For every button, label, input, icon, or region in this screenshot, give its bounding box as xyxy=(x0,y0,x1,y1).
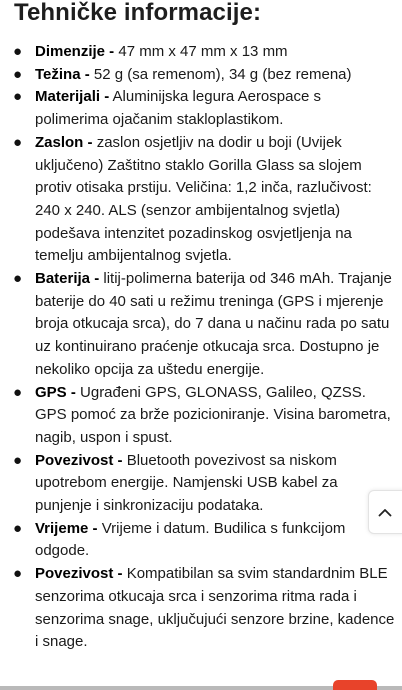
scroll-to-top-button[interactable] xyxy=(368,490,402,534)
bullet-icon: ● xyxy=(13,270,23,288)
bullet-icon: ● xyxy=(13,133,23,151)
spec-text: zaslon osjetljiv na dodir u boji (Uvijek uključeno) Zaštitno staklo Gorilla Glass sa slojem protiv otisaka prstiju. Veličina: 1,2 inča, razlučivost: 240 x 240. ALS (senzor ambijentalnog svjetla) podešava intenzitet pozadinskog osvjetljenja na temelju ambijentalnog svjetla. xyxy=(35,133,372,265)
spec-text: Aluminijska legura Aerospace s polimerima ojačanim stakloplastikom. xyxy=(35,88,321,129)
spec-key: Povezivost - xyxy=(35,451,123,469)
spec-text: Ugrađeni GPS, GLONASS, Galileo, QZSS. GPS pomoć za brže pozicioniranje. Visina barometra, nagib, uspon i spust. xyxy=(35,383,391,446)
spec-item-povezivost xyxy=(0,450,402,518)
spec-key: Zaslon - xyxy=(35,133,93,151)
spec-text: 47 mm x 47 mm x 13 mm xyxy=(118,43,288,60)
spec-item-dimenzije xyxy=(0,41,402,64)
bullet-icon: ● xyxy=(13,65,23,83)
bullet-icon: ● xyxy=(13,519,23,537)
page-title: Tehničke informacije: xyxy=(14,0,262,26)
spec-text: litij-polimerna baterija od 346 mAh. Trajanje baterije do 40 sati u režimu treninga (GPS i mjerenje broja otkucaja srca), do 7 dana u načinu rada po satu uz kontinuirano praćenje otkucaja srca. Dostupno je nekoliko opcija za uštedu energije. xyxy=(35,270,392,378)
bullet-icon: ● xyxy=(13,88,23,106)
spec-list xyxy=(0,41,402,654)
spec-key: Povezivost - xyxy=(35,565,123,583)
spec-text: Vrijeme i datum. Budilica s funkcijom odgode. xyxy=(35,519,346,560)
spec-key: Vrijeme - xyxy=(35,519,98,537)
spec-item-baterija xyxy=(0,268,402,382)
spec-text: 52 g (sa remenom), 34 g (bez remena) xyxy=(93,65,352,83)
bottom-accent-tab[interactable] xyxy=(333,680,377,690)
spec-key: GPS - xyxy=(35,383,76,401)
spec-item-zaslon xyxy=(0,132,402,268)
spec-item-gps xyxy=(0,382,402,450)
spec-key: Težina - xyxy=(35,65,90,83)
spec-item-materijali xyxy=(0,86,402,131)
bullet-icon: ● xyxy=(13,43,23,60)
bullet-icon: ● xyxy=(13,451,23,469)
spec-item-vrijeme xyxy=(0,518,402,563)
chevron-up-icon xyxy=(378,508,392,517)
spec-text: Kompatibilan sa svim standardnim BLE senzorima otkucaja srca i senzorima ritma rada i senzorima snage, uključujući senzore brzine, kadence i snage. xyxy=(35,565,395,651)
spec-key: Materijali - xyxy=(35,88,110,106)
spec-key: Dimenzije - xyxy=(35,43,115,60)
spec-key: Baterija - xyxy=(35,270,100,288)
bullet-icon: ● xyxy=(13,565,23,583)
spec-item-tezina xyxy=(0,64,402,87)
spec-text: Bluetooth povezivost sa niskom upotrebom energije. Namjenski USB kabel za punjenje i sinkronizaciju podataka. xyxy=(35,451,338,515)
bullet-icon: ● xyxy=(13,383,23,401)
spec-item-povezivost-senzori xyxy=(0,563,402,654)
